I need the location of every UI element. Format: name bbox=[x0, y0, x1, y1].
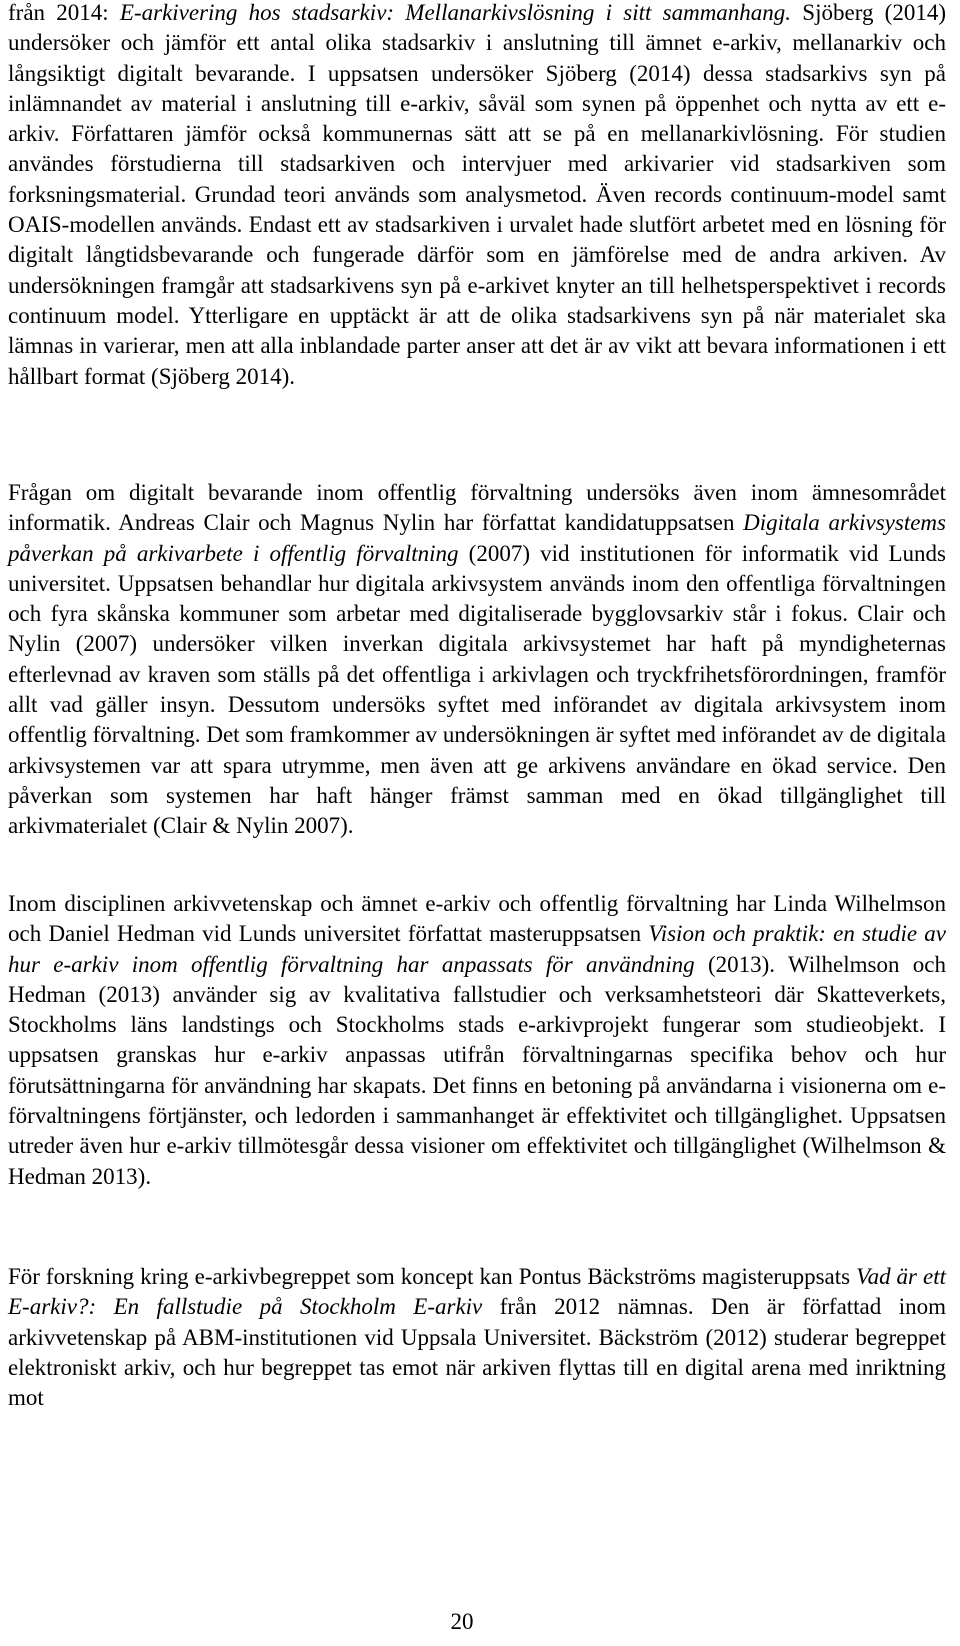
paragraph-sjoberg bbox=[8, 0, 946, 392]
text-segment: (2007) vid institutionen för informatik vid Lunds universitet. Uppsatsen behandlar hur digitala arkivsystem används inom den offentliga förvaltningen och fyra skånska kommuner som arbetar med digitaliserade bygglovsarkiv står i fokus. Clair och Nylin (2007) undersöker vilken inverkan digitala arkivsystemet har haft på myndigheternas efterlevnad av kraven som ställs på det offentliga i arkivlagen och tryckfrihetsförordningen, framför allt vad gäller insyn. Dessutom undersöks syftet med införandet av digitala arkivsystem inom offentlig förvaltning. Det som framkommer av undersökningen är syftet med införandet av de digitala arkivsystemen var att spara utrymme, men även att ge arkivens användare en ökad service. Den påverkan som systemen har haft hänger främst samman med en ökad tillgänglighet till arkivmaterialet (Clair & Nylin 2007). bbox=[8, 540, 946, 839]
italic-title-segment: Vision och praktik: en studie av hur e-arkiv inom offentlig förvaltning har anpassats för användning bbox=[8, 921, 946, 977]
text-segment: från 2014: bbox=[8, 0, 120, 25]
paragraph-backstrom bbox=[8, 1262, 946, 1413]
text-segment: från 2012 nämnas. Den är författad inom arkivvetenskap på ABM-institutionen vid Uppsala Universitet. Bäckström (2012) studerar begreppet elektroniskt arkiv, och hur begreppet tas emot när arkiven flyttas till en digital arena med inriktning mot bbox=[8, 1294, 946, 1411]
italic-title-segment: E-arkivering hos stadsarkiv: Mellanarkivslösning i sitt sammanhang. bbox=[119, 0, 792, 25]
italic-title-segment: Vad är ett E-arkiv?: En fallstudie på Stockholm E-arkiv bbox=[8, 1264, 946, 1320]
italic-title-segment: Digitala arkivsystems påverkan på arkivarbete i offentlig förvaltning bbox=[8, 510, 946, 566]
text-segment: Frågan om digitalt bevarande inom offentlig förvaltning undersöks även inom ämnesområdet informatik. Andreas Clair och Magnus Nylin har författat kandidatuppsatsen bbox=[8, 480, 946, 536]
paragraph-clair-nylin bbox=[8, 478, 946, 842]
page-number: 20 bbox=[450, 1609, 474, 1634]
text-segment: Inom disciplinen arkivvetenskap och ämnet e-arkiv och offentlig förvaltning har Linda Wilhelmson och Daniel Hedman vid Lunds universitet författat masteruppsatsen bbox=[8, 891, 946, 947]
text-segment: Sjöberg (2014) undersöker och jämför ett antal olika stadsarkiv i anslutning till ämnet e-arkiv, mellanarkiv och långsiktigt digitalt bevarande. I uppsatsen undersöker Sjöberg (2014) dessa stadsarkivs syn på inlämnandet av material i anslutning till e-arkiv, såväl som synen på öppenhet och nytta av ett e-arkiv. Författaren jämför också kommunernas sätt att se på en mellanarkivlösning. För studien användes förstudierna till stadsarkiven och intervjuer med arkivarier vid stadsarkiven som forksningsmaterial. Grundad teori används som analysmetod. Även records continuum-model samt OAIS-modellen används. Endast ett av stadsarkiven i urvalet hade slutfört arbetet med en lösning för digitalt långtidsbevarande och fungerade därför som en jämförelse med de andra arkiven. Av undersökningen framgår att stadsarkivens syn på e-arkivet knyter an till helhetsperspektivet i records continuum model. Ytterligare en upptäckt är att de olika stadsarkivens syn på när materialet ska lämnas in varierar, men att alla inblandade parter anser att det är av vikt att bevara informationen i ett hållbart format (Sjöberg 2014). bbox=[8, 0, 946, 389]
text-segment: För forskning kring e-arkivbegreppet som koncept kan Pontus Bäckströms magisteruppsats bbox=[8, 1264, 857, 1289]
paragraph-wilhelmson-hedman bbox=[8, 889, 946, 1192]
text-segment: (2013). Wilhelmson och Hedman (2013) använder sig av kvalitativa fallstudier och verksamhetsteori där Skatteverkets, Stockholms läns landstings och Stockholms stads e-arkivprojekt fungerar som studieobjekt. I uppsatsen granskas hur e-arkiv anpassas utifrån förvaltningarnas specifika behov och hur förutsättningarna för användning har skapats. Det finns en betoning på användarna i visionerna om e-förvaltningens förtjänster, och ledorden i sammanhanget är effektivitet och tillgänglighet. Uppsatsen utreder även hur e-arkiv tillmötesgår dessa visioner om effektivitet och tillgänglighet (Wilhelmson & Hedman 2013). bbox=[8, 951, 946, 1189]
